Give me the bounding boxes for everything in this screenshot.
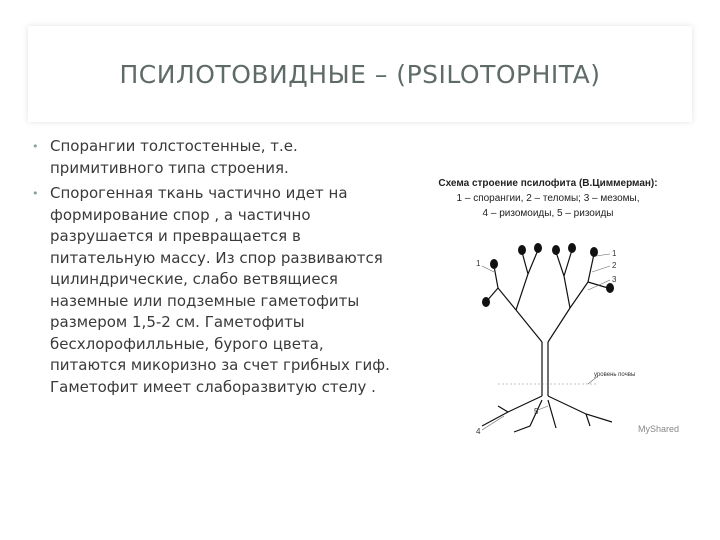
label-1-right: 1 bbox=[612, 249, 617, 258]
sporangium bbox=[590, 247, 598, 257]
sporangium bbox=[568, 243, 576, 253]
sporangium bbox=[518, 245, 526, 255]
plant-drawing bbox=[438, 170, 678, 450]
diagram-labels bbox=[476, 249, 635, 436]
slide-title: ПСИЛОТОВИДНЫЕ – (PSILOTOPHITA) bbox=[119, 59, 601, 89]
bullet-icon: • bbox=[32, 140, 39, 153]
sporangium bbox=[482, 297, 490, 307]
figure-caption-line: 4 – ризомоиды, 5 – ризоиды bbox=[482, 208, 614, 219]
sporangium bbox=[552, 245, 560, 255]
label-3: 3 bbox=[612, 275, 617, 284]
sporangium bbox=[490, 259, 498, 269]
bullet-text: Спорогенная ткань частично идет на формирование спор , а частично разрушается и превращается в питательную массу. Из спор развиваются цилиндрические, слабо ветвящиеся наземные или подземные гаметофиты размером 1,5-2 см. Гаметофиты бесхлорофилльные, бурого цвета, питаются микоризно за счет грибных гиф. Гаметофит имеет слаборазвитую стелу . bbox=[50, 184, 390, 396]
leader-lines bbox=[482, 254, 610, 430]
watermark: MyShared bbox=[638, 424, 680, 434]
bullet-icon: • bbox=[32, 187, 39, 200]
label-1: 1 bbox=[476, 259, 481, 268]
figure-caption-line: 1 – спорангии, 2 – теломы; 3 – мезомы, bbox=[456, 193, 640, 204]
bullet-list bbox=[32, 136, 392, 402]
psilophyte-diagram bbox=[438, 170, 678, 450]
label-4: 4 bbox=[476, 427, 481, 436]
label-2: 2 bbox=[612, 261, 617, 270]
plant-stems bbox=[482, 250, 612, 432]
sporangium bbox=[534, 243, 542, 253]
bullet-item bbox=[32, 183, 392, 398]
title-box bbox=[28, 26, 692, 122]
label-5: 5 bbox=[534, 407, 539, 416]
bullet-item bbox=[32, 136, 392, 179]
bullet-text: Спорангии толстостенные, т.е. примитивного типа строения. bbox=[50, 137, 298, 177]
figure-caption-title: Схема строение псилофита (В.Циммерман): bbox=[438, 178, 658, 189]
ground-level-label: уровень почвы bbox=[594, 372, 636, 378]
sporangia bbox=[482, 243, 614, 307]
sporangium bbox=[606, 283, 614, 293]
